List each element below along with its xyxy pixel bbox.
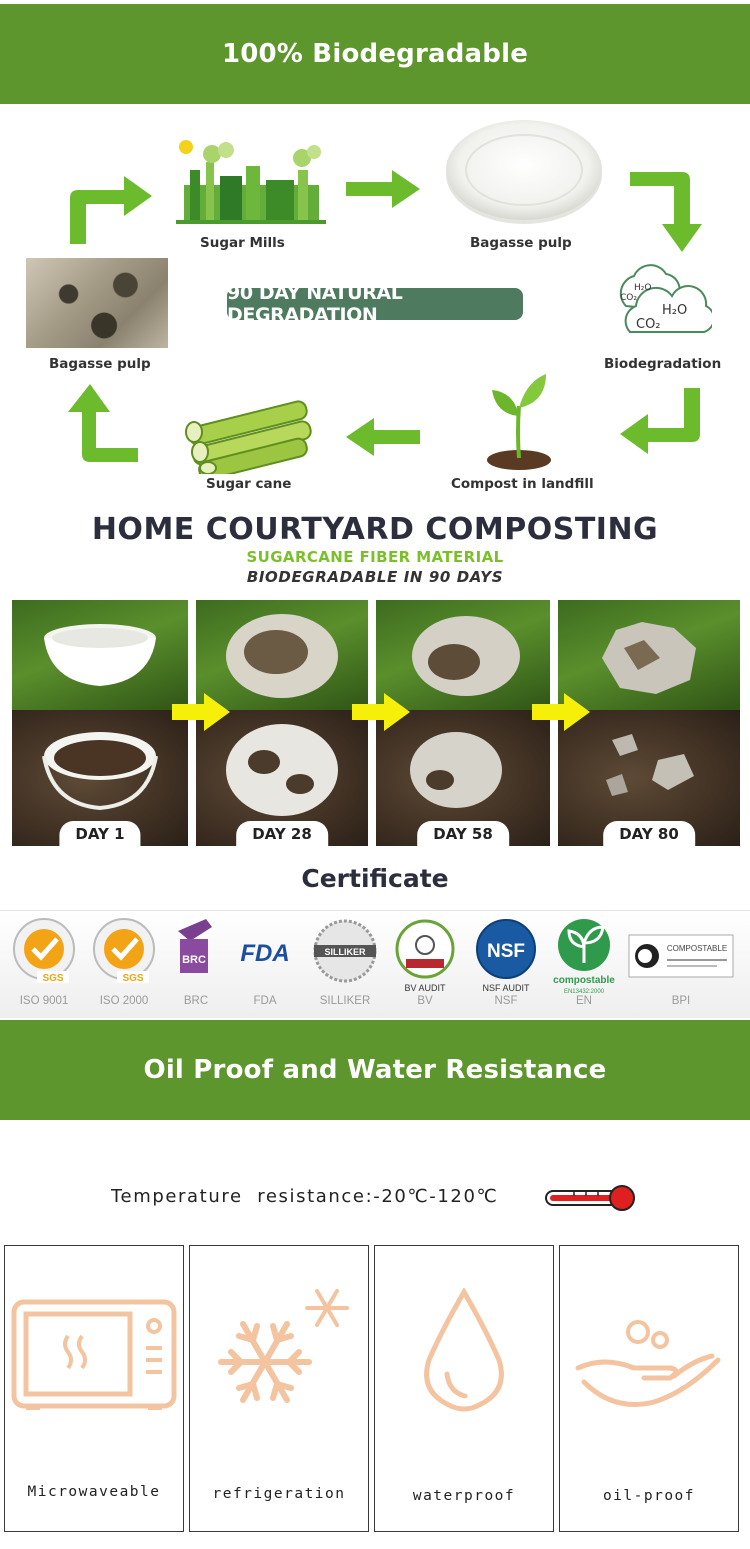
cert-name-fda: FDA — [253, 995, 277, 1007]
arrow-up-right-icon — [66, 172, 154, 246]
feature-label-waterproof: waterproof — [412, 1488, 516, 1504]
label-bagasse-pulp-left: Bagasse pulp — [49, 356, 151, 372]
arrow-right-down-icon — [630, 168, 702, 254]
cert-bv — [390, 911, 460, 1019]
bowl-with-soil-icon — [42, 730, 158, 810]
water-drop-icon — [421, 1288, 507, 1414]
label-sugar-cane: Sugar cane — [206, 476, 292, 492]
day-80-badge: DAY 80 — [603, 821, 695, 846]
cert-brc — [166, 911, 226, 1019]
oil-proof-title: Oil Proof and Water Resistance — [143, 1055, 607, 1085]
microwave-icon — [10, 1298, 178, 1412]
label-sugar-mills: Sugar Mills — [200, 235, 285, 251]
fda-logo-icon — [233, 917, 297, 983]
sgs-badge-icon — [11, 917, 77, 985]
nsf-seal-icon — [473, 917, 539, 997]
feature-waterproof — [374, 1245, 554, 1532]
svg-text:H₂O: H₂O — [662, 303, 688, 318]
day-arrow-2-icon — [352, 693, 410, 731]
feature-microwaveable — [4, 1245, 184, 1532]
degradation-badge: 90 DAY NATURAL DEGRADATION — [227, 288, 523, 320]
svg-text:H₂O: H₂O — [634, 283, 652, 293]
sugar-mills-icon — [176, 140, 326, 226]
cert-name-en: EN — [576, 995, 592, 1007]
day-arrow-1-icon — [172, 693, 230, 731]
svg-text:BRC: BRC — [182, 954, 206, 966]
arrow-left-icon — [346, 418, 420, 456]
cert-name-nsf: NSF — [494, 995, 518, 1007]
svg-text:COMPOSTABLE: COMPOSTABLE — [666, 944, 728, 953]
cert-fda — [232, 911, 298, 1019]
svg-text:NSF AUDIT: NSF AUDIT — [482, 983, 530, 993]
day-58-badge: DAY 58 — [417, 821, 509, 846]
residue-fragments-icon — [598, 730, 708, 810]
brc-logo-icon — [172, 917, 220, 987]
composting-title: HOME COURTYARD COMPOSTING — [91, 512, 659, 547]
bagasse-pulp-photo — [26, 258, 168, 348]
svg-text:BV AUDIT: BV AUDIT — [404, 983, 446, 993]
sprout-icon — [486, 372, 552, 470]
svg-text:SILLIKER: SILLIKER — [324, 947, 366, 957]
certificate-title: Certificate — [301, 864, 449, 893]
composting-subtitle-days: BIODEGRADABLE IN 90 DAYS — [246, 568, 504, 586]
cert-name-iso2000: ISO 2000 — [99, 995, 149, 1007]
svg-text:compostable: compostable — [553, 975, 615, 986]
bagasse-plate-icon — [444, 116, 604, 228]
arrow-left-up-icon — [66, 382, 140, 464]
biodegradable-banner — [0, 4, 750, 104]
svg-text:CO₂: CO₂ — [620, 293, 637, 303]
svg-text:NSF: NSF — [487, 941, 525, 962]
svg-text:SGS: SGS — [122, 973, 144, 984]
cert-name-silliker: SILLIKER — [319, 995, 371, 1007]
cert-iso2000 — [88, 911, 160, 1019]
certificate-strip — [0, 910, 750, 1018]
feature-oil-proof — [559, 1245, 739, 1532]
cert-en — [548, 911, 620, 1019]
buried-degrading-bowl-icon — [400, 724, 520, 814]
feature-refrigeration — [189, 1245, 369, 1532]
oil-hand-icon — [574, 1316, 724, 1416]
day-28-badge: DAY 28 — [236, 821, 328, 846]
cert-nsf — [470, 911, 542, 1019]
day-arrow-3-icon — [532, 693, 590, 731]
label-compost: Compost in landfill — [451, 476, 594, 492]
thermometer-icon — [544, 1182, 638, 1214]
silliker-seal-icon — [310, 917, 380, 985]
snowflake-icon — [209, 1284, 349, 1410]
cert-bpi — [624, 911, 738, 1019]
label-bagasse-pulp-top: Bagasse pulp — [470, 235, 572, 251]
svg-text:SGS: SGS — [42, 973, 64, 984]
partially-degraded-bowl-icon — [224, 612, 340, 700]
svg-text:FDA: FDA — [240, 940, 290, 967]
bv-audit-seal-icon — [392, 917, 458, 997]
label-biodegradation: Biodegradation — [604, 356, 722, 372]
sugar-cane-icon — [184, 384, 316, 474]
bpi-compostable-icon — [627, 931, 735, 997]
svg-text:CO₂: CO₂ — [636, 317, 661, 332]
cert-name-bpi: BPI — [671, 995, 691, 1007]
fragmented-bowl-icon — [594, 618, 704, 698]
fresh-bowl-icon — [42, 622, 158, 688]
temperature-resistance-text: Temperature resistance:-20℃-120℃ — [111, 1186, 499, 1207]
cert-name-iso9001: ISO 9001 — [19, 995, 69, 1007]
degrading-bowl-icon — [406, 612, 520, 700]
feature-label-refrigeration: refrigeration — [212, 1486, 346, 1502]
composting-subtitle-material: SUGARCANE FIBER MATERIAL — [246, 548, 504, 566]
svg-text:EN13432:2000: EN13432:2000 — [563, 989, 605, 995]
compostable-seedling-icon — [549, 917, 619, 997]
cert-name-brc: BRC — [183, 995, 209, 1007]
sgs-badge-icon — [91, 917, 157, 985]
buried-bowl-icon — [224, 722, 340, 818]
cert-iso9001 — [8, 911, 80, 1019]
day-1-badge: DAY 1 — [59, 821, 140, 846]
feature-label-oil-proof: oil-proof — [602, 1488, 696, 1504]
day-1-photo — [12, 600, 188, 846]
banner-title: 100% Biodegradable — [221, 39, 529, 69]
feature-label-microwaveable: Microwaveable — [27, 1484, 161, 1500]
cert-silliker — [308, 911, 382, 1019]
arrow-right-icon — [346, 170, 420, 208]
cert-name-bv: BV — [417, 995, 433, 1007]
oil-proof-banner — [0, 1020, 750, 1120]
cloud-co2-h2o-icon — [604, 262, 712, 340]
arrow-down-left-icon — [620, 388, 702, 456]
